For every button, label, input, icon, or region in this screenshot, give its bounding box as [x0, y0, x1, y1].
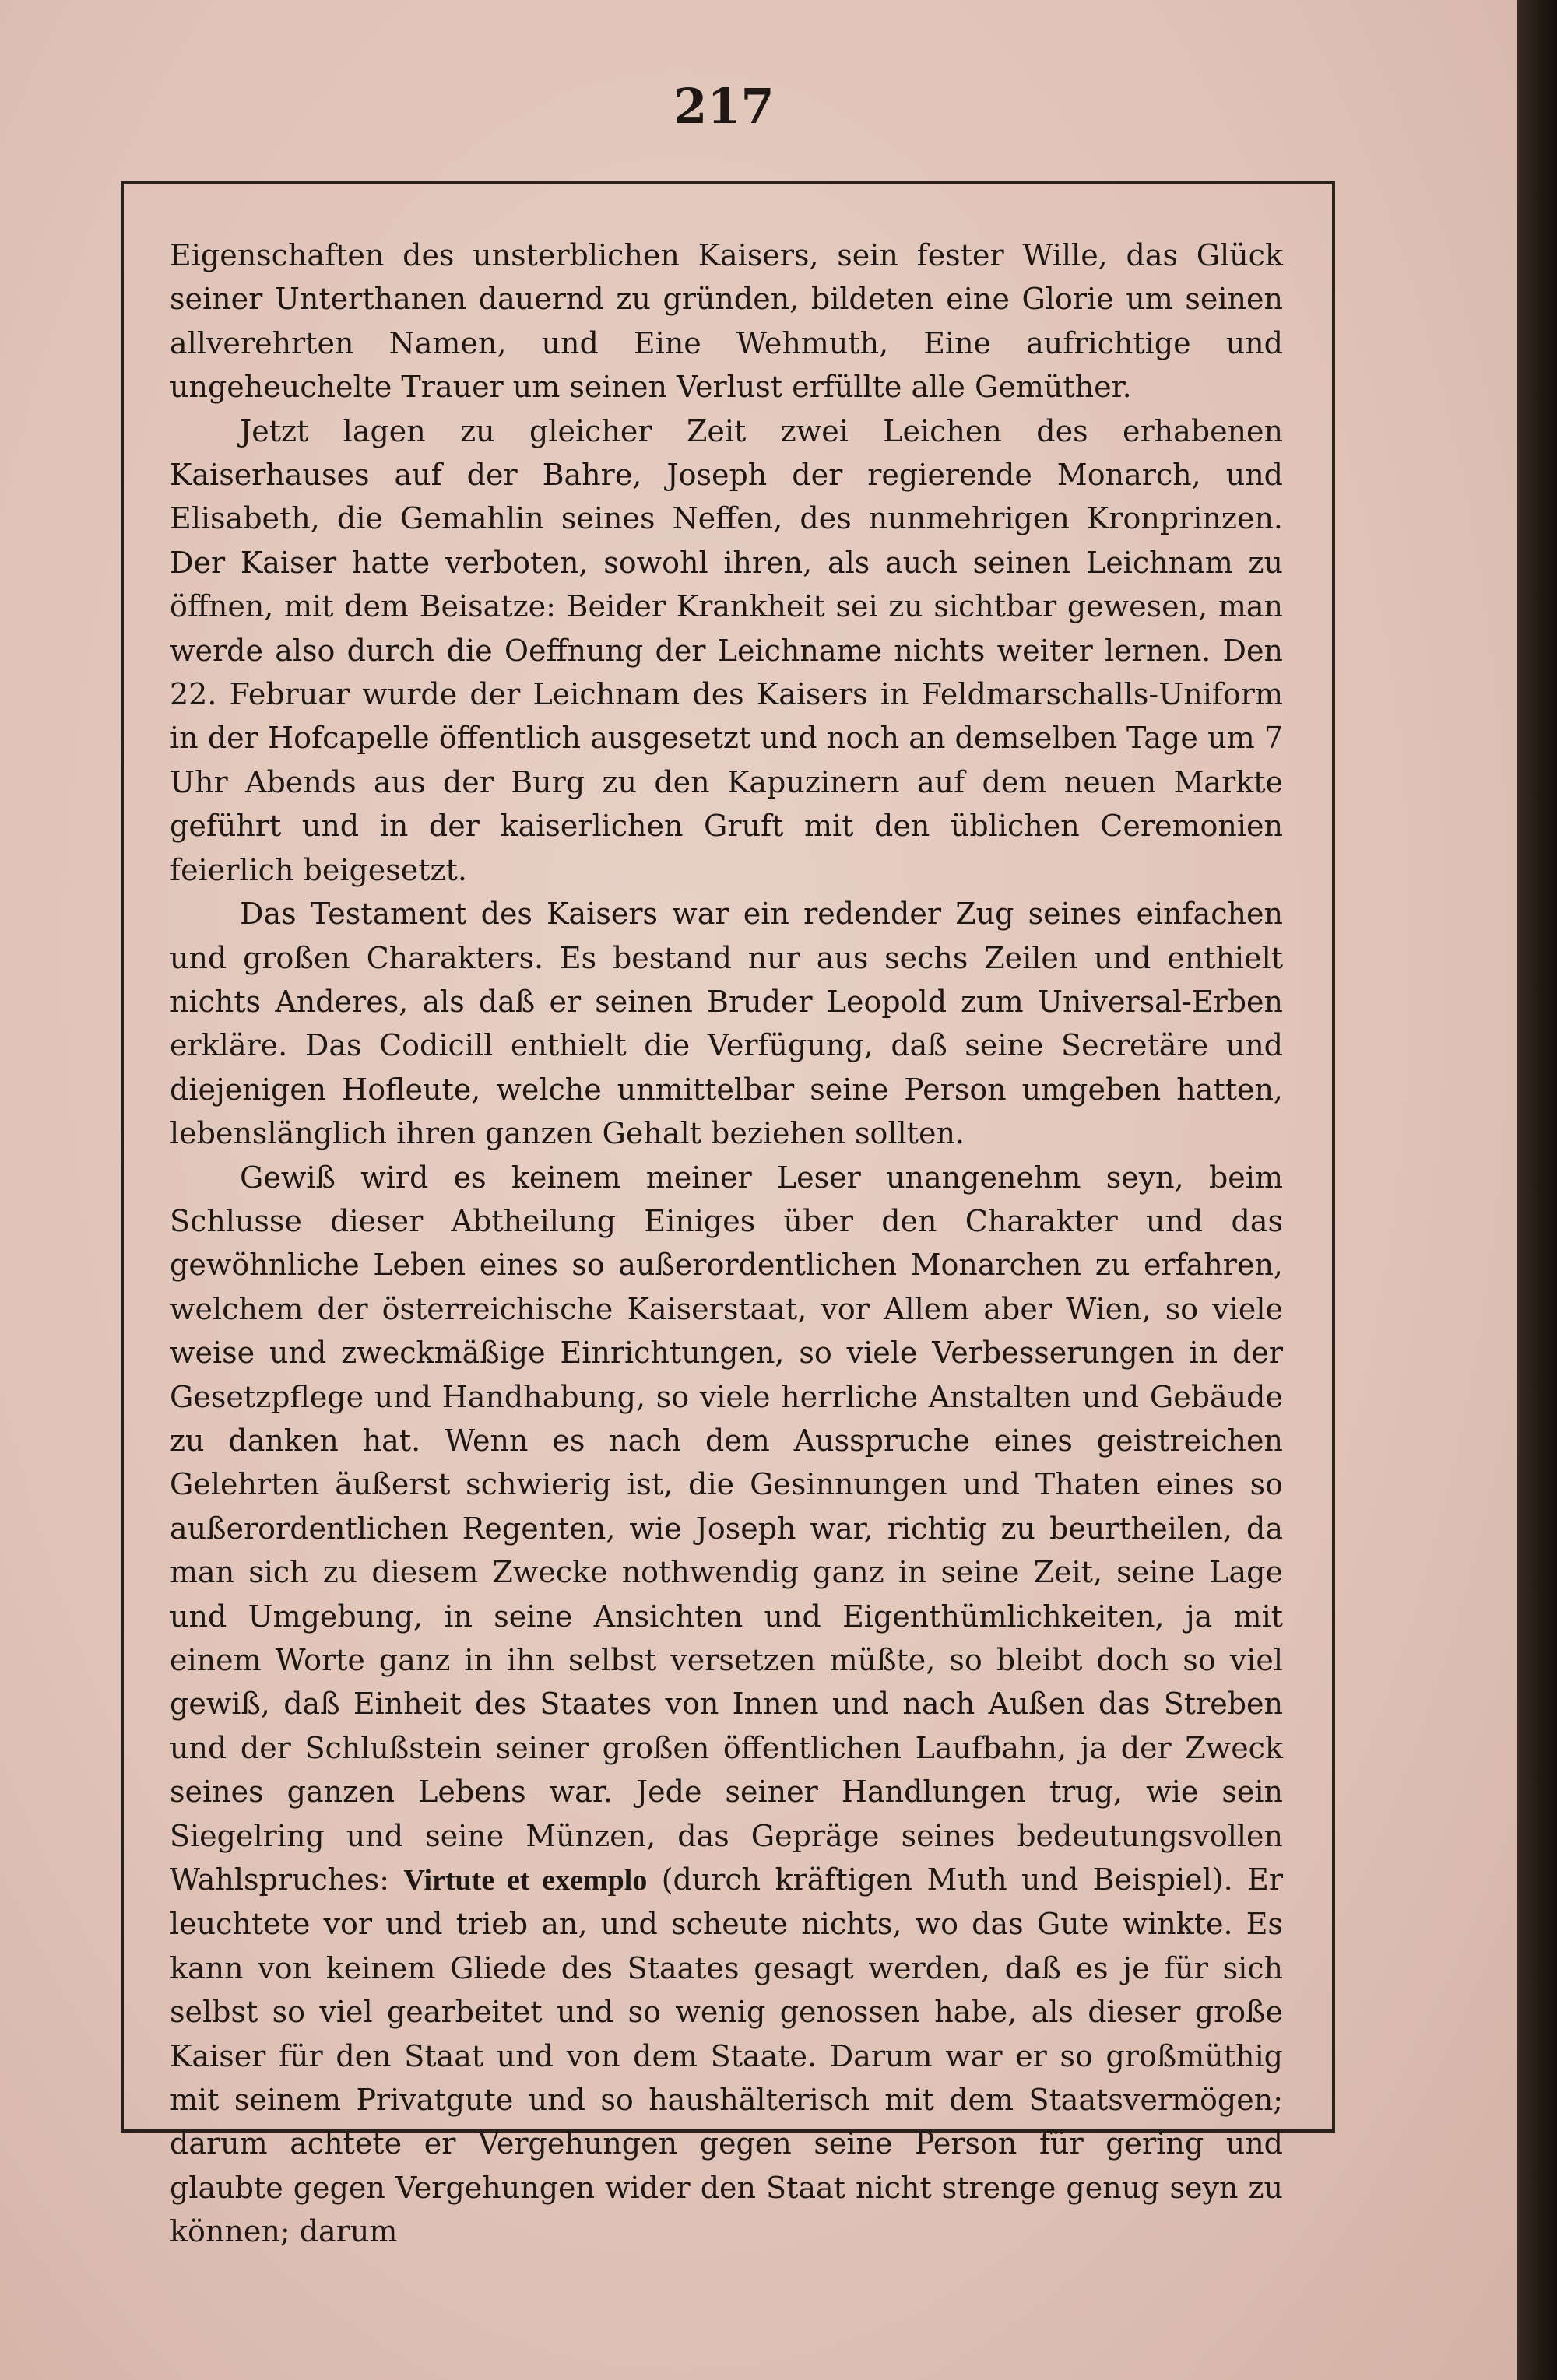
paragraph-character-before: Gewiß wird es keinem meiner Leser unangenehm seyn, beim Schlusse dieser Abtheilung Einiges über den Charakter und das gewöhnliche Leben eines so außerordentlichen Monarchen zu erfahren, welchem der österreichische Kaiserstaat, vor Allem aber Wien, so viele weise und zweckmäßige Einrichtungen, so viele Verbesserungen in der Gesetzpflege und Handhabung, so viele herrliche Anstalten und Gebäude zu danken hat. Wenn es nach dem Ausspruche eines geistreichen Gelehrten äußerst schwierig ist, die Gesinnungen und Thaten eines so außerordentlichen Regenten, wie Joseph war, richtig zu beurtheilen, da man sich zu diesem Zwecke nothwendig ganz in seine Zeit, seine Lage und Umgebung, in seine Ansichten und Eigenthümlichkeiten, ja mit einem Worte ganz in ihn selbst versetzen müßte, so bleibt doch so viel gewiß, daß Einheit des Staates von Innen und nach Außen das Streben und der Schlußstein seiner großen öffentlichen Laufbahn, ja der Zweck seines ganzen Lebens war. Jede seiner Handlungen trug, wie sein Siegelring und seine Münzen, das Gepräge seines bedeutungsvollen Wahlspruches:: [170, 1160, 1283, 1897]
page-number: 217: [673, 78, 775, 135]
paragraph-character: [170, 1156, 1283, 2254]
paragraph-testament: Das Testament des Kaisers war ein redender Zug seines einfachen und großen Charakters. Es bestand nur aus sechs Zeilen und enthielt nichts Anderes, als daß er seinen Bruder Leopold zum Universal-Erben erkläre. Das Codicill enthielt die Verfügung, daß seine Secretäre und diejenigen Hofleute, welche unmittelbar seine Person umgeben hatten, lebenslänglich ihren ganzen Gehalt beziehen sollten.: [170, 897, 1283, 1151]
book-spine-shadow: [1517, 0, 1557, 2380]
body-text: [170, 233, 1283, 2254]
motto: Virtute et exemplo: [403, 1864, 648, 1897]
paragraph-continuation: Eigenschaften des unsterblichen Kaisers, sein fester Wille, das Glück seiner Unterthanen dauernd zu gründen, bildeten eine Glorie um seinen allverehrten Namen, und Eine Wehmuth, Eine aufrichtige und ungeheuchelte Trauer um seinen Verlust erfüllte alle Gemüther.: [170, 238, 1283, 405]
paragraph-funeral: Jetzt lagen zu gleicher Zeit zwei Leichen des erhabenen Kaiserhauses auf der Bahre, Joseph der regierende Monarch, und Elisabeth, die Gemahlin seines Neffen, des nunmehrigen Kronprinzen. Der Kaiser hatte verboten, sowohl ihren, als auch seinen Leichnam zu öffnen, mit dem Beisatze: Beider Krankheit sei zu sichtbar gewesen, man werde also durch die Oeffnung der Leichname nichts weiter lernen. Den 22. Februar wurde der Leichnam des Kaisers in Feldmarschalls-Uniform in der Hofcapelle öffentlich ausgesetzt und noch an demselben Tage um 7 Uhr Abends aus der Burg zu den Kapuzinern auf dem neuen Markte geführt und in der kaiserlichen Gruft mit den üblichen Ceremonien feierlich beigesetzt.: [170, 413, 1283, 887]
paragraph-character-after: (durch kräftigen Muth und Beispiel). Er leuchtete vor und trieb an, und scheute nichts, wo das Gute winkte. Es kann von keinem Gliede des Staates gesagt werden, daß es je für sich selbst so viel gearbeitet und so wenig genossen habe, als dieser große Kaiser für den Staat und von dem Staate. Darum war er so großmüthig mit seinem Privatgute und so haushälterisch mit dem Staatsvermögen; darum achtete er Vergehungen gegen seine Person für gering und glaubte gegen Vergehungen wider den Staat nicht strenge genug seyn zu können; darum: [170, 1862, 1283, 2249]
